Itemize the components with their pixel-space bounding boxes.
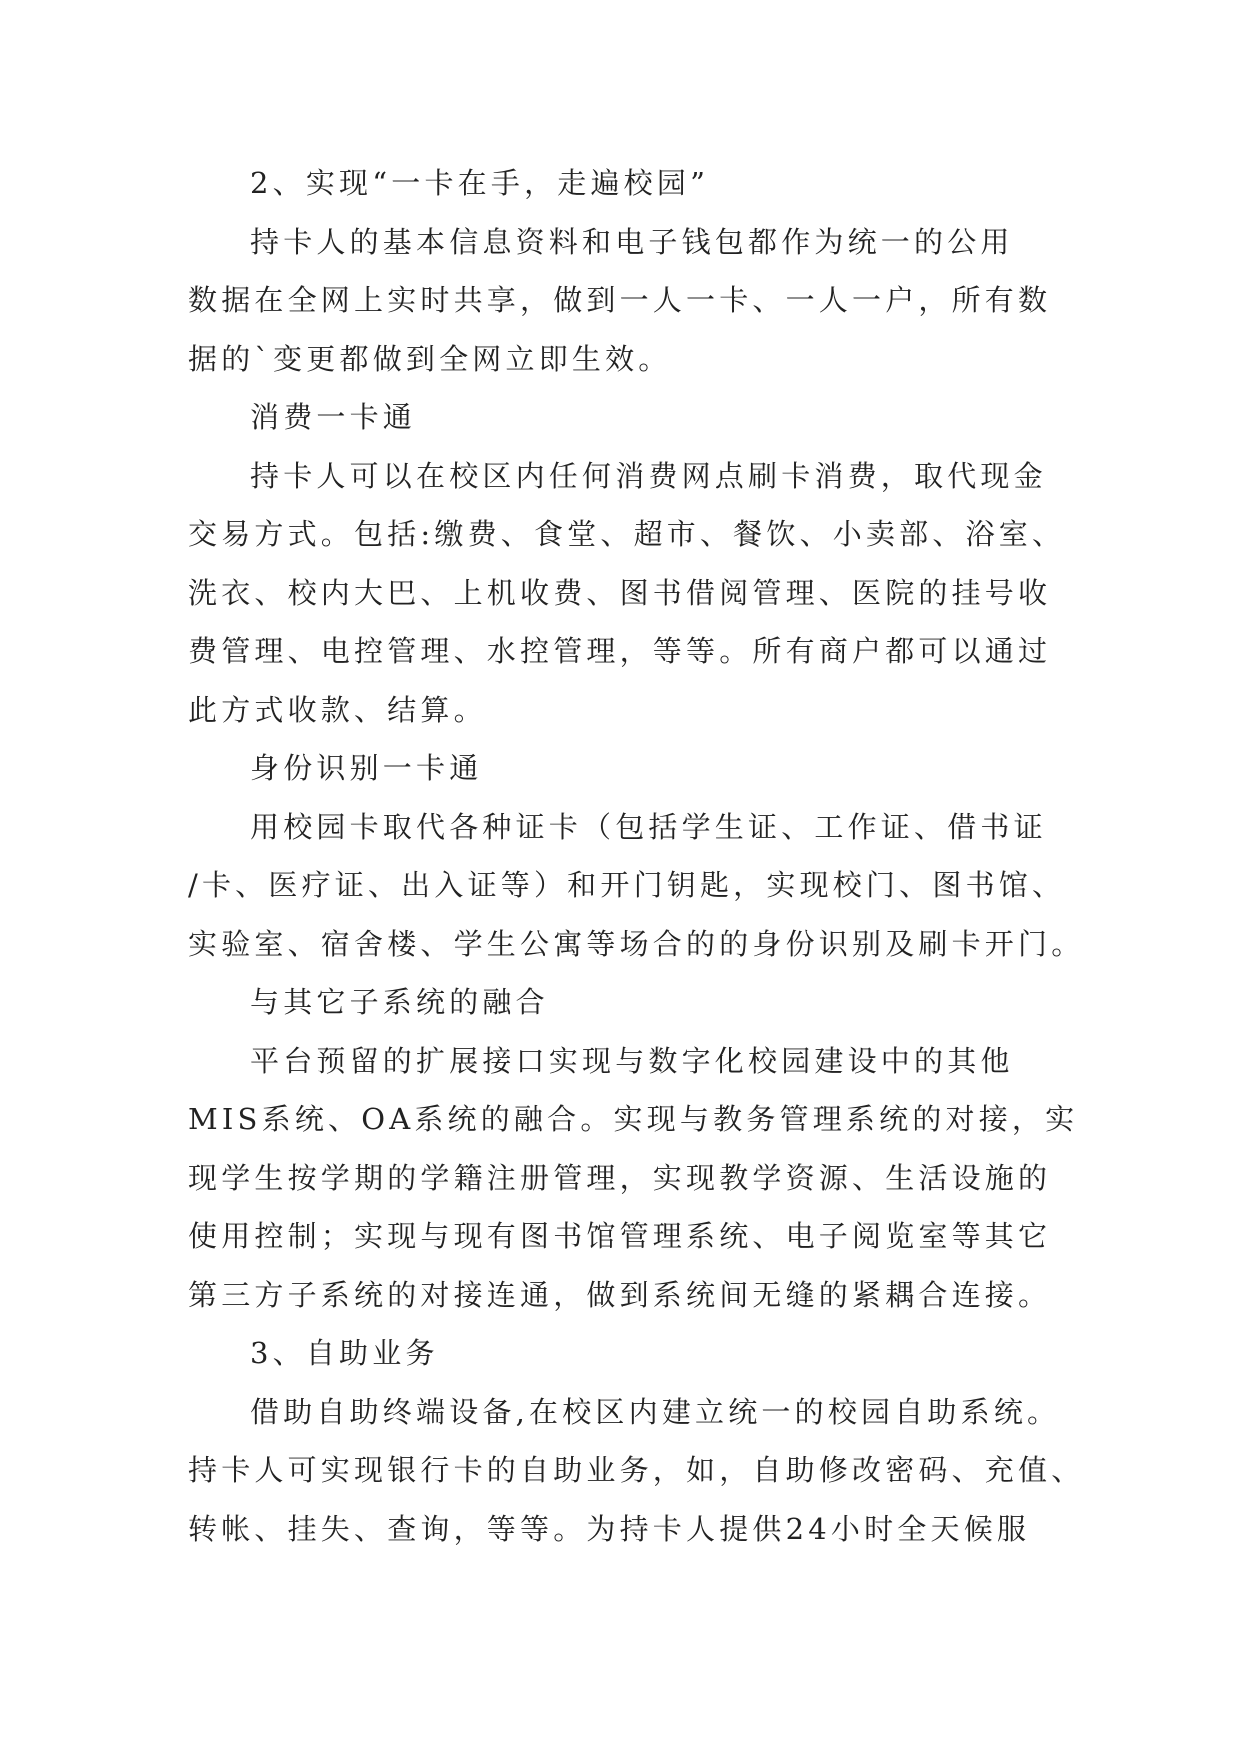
heading-unified-card: 2、实现“一卡在手，走遍校园” bbox=[250, 166, 710, 200]
paragraph-line: 实验室、宿舍楼、学生公寓等场合的的身份识别及刷卡开门。 bbox=[188, 926, 1085, 961]
paragraph-line: 洗衣、校内大巴、上机收费、图书借阅管理、医院的挂号收 bbox=[188, 575, 1052, 610]
paragraph-line: 费管理、电控管理、水控管理，等等。所有商户都可以通过 bbox=[188, 634, 1052, 668]
paragraph-line: 交易方式。包括:缴费、食堂、超市、餐饮、小卖部、浴室、 bbox=[188, 517, 1066, 551]
paragraph-line: 此方式收款、结算。 bbox=[188, 692, 487, 727]
paragraph-line: 持卡人可实现银行卡的自助业务，如，自助修改密码、充值、 bbox=[188, 1453, 1085, 1487]
subheading-consumption-card: 消费一卡通 bbox=[250, 400, 417, 434]
paragraph-line: 第三方子系统的对接连通，做到系统间无缝的紧耦合连接。 bbox=[188, 1277, 1052, 1312]
paragraph-line: 数据在全网上实时共享，做到一人一卡、一人一户，所有数 bbox=[188, 283, 1052, 317]
paragraph-line: 据的`变更都做到全网立即生效。 bbox=[188, 341, 672, 376]
paragraph-line: 使用控制；实现与现有图书馆管理系统、电子阅览室等其它 bbox=[188, 1219, 1052, 1253]
paragraph-line: 持卡人的基本信息资料和电子钱包都作为统一的公用 bbox=[250, 224, 1014, 259]
heading-self-service: 3、自助业务 bbox=[250, 1336, 439, 1370]
paragraph-line: /卡、医疗证、出入证等）和开门钥匙，实现校门、图书馆、 bbox=[188, 868, 1066, 902]
paragraph-line: MIS系统、OA系统的融合。实现与教务管理系统的对接，实 bbox=[188, 1102, 1079, 1136]
paragraph-line: 平台预留的扩展接口实现与数字化校园建设中的其他 bbox=[250, 1043, 1014, 1078]
document-body bbox=[188, 154, 1085, 1558]
paragraph-line: 用校园卡取代各种证卡（包括学生证、工作证、借书证 bbox=[250, 809, 1047, 844]
paragraph-line: 现学生按学期的学籍注册管理，实现教学资源、生活设施的 bbox=[188, 1160, 1052, 1195]
subheading-subsystem-integration: 与其它子系统的融合 bbox=[250, 985, 549, 1019]
paragraph-line: 持卡人可以在校区内任何消费网点刷卡消费，取代现金 bbox=[250, 458, 1047, 493]
paragraph-line: 借助自助终端设备,在校区内建立统一的校园自助系统。 bbox=[250, 1394, 1061, 1429]
subheading-identity-card: 身份识别一卡通 bbox=[250, 751, 483, 785]
paragraph-line: 转帐、挂失、查询，等等。为持卡人提供24小时全天候服 bbox=[188, 1511, 1031, 1546]
